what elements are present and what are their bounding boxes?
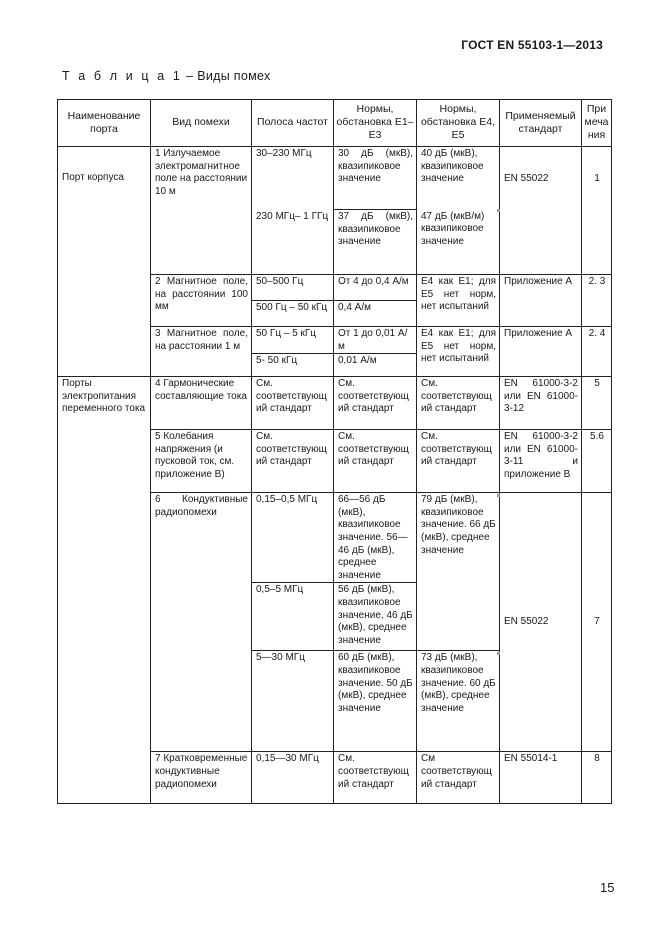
band-cell: 50 Гц – 5 кГц — [252, 327, 334, 354]
norm-e1-cell: От 1 до 0,01 А/м — [334, 327, 417, 354]
note-cell: 2. 4 — [582, 327, 612, 377]
port-case: Порт корпуса — [58, 147, 151, 377]
note-cell: 7 — [582, 493, 612, 752]
norm-e4-cell: 79 дБ (мкВ), квазипиковое значение. 66 дБ (мкВ), среднее значение — [417, 493, 500, 651]
type-cell: 3 Магнитное поле, на расстоянии 1 м — [151, 327, 252, 377]
col-standard: Применяемый стандарт — [500, 100, 582, 147]
page-number: 15 — [600, 880, 615, 895]
note-cell: 5.6 — [582, 430, 612, 493]
interference-table — [57, 99, 612, 804]
note-cell: 2. 3 — [582, 275, 612, 327]
scan-mark — [497, 209, 500, 212]
col-notes: Примечания — [582, 100, 612, 147]
standard-cell: EN 61000-3-2 или EN 61000-3-12 — [500, 377, 582, 430]
band-cell: 30–230 МГц — [252, 147, 334, 210]
norm-e1-cell: 0,4 А/м — [334, 301, 417, 327]
norm-e1-cell: 0,01 А/м — [334, 354, 417, 377]
scan-mark — [497, 652, 500, 655]
col-norms-e4-e5: Нормы, обстановка Е4, Е5 — [417, 100, 500, 147]
standard-cell: Приложение А — [500, 327, 582, 377]
norm-e1-cell: От 4 до 0,4 А/м — [334, 275, 417, 301]
norm-e4-cell: См соответствующий стандарт — [417, 752, 500, 804]
table-title-label: Т а б л и ц а 1 — [62, 69, 183, 83]
col-band: Полоса частот — [252, 100, 334, 147]
band-cell: 5- 50 кГц — [252, 354, 334, 377]
note-cell: 8 — [582, 752, 612, 804]
norm-e4-cell: См. соответствующий стандарт — [417, 430, 500, 493]
standard-cell: EN 55014-1 — [500, 752, 582, 804]
norm-e4-cell: Е4 как Е1; для Е5 нет норм, нет испытаний — [417, 327, 500, 377]
document-id: ГОСТ EN 55103-1—2013 — [461, 38, 603, 52]
band-cell: 0,5–5 МГц — [252, 583, 334, 651]
type-cell: 1 Излучаемое электромагнитное поле на расстоянии 10 м — [151, 147, 252, 275]
port-power: Порты электропитания переменного тока — [58, 377, 151, 804]
band-cell: 5—30 МГц — [252, 651, 334, 752]
scan-mark — [497, 494, 500, 497]
band-cell: 0,15—30 МГц — [252, 752, 334, 804]
band-cell: См. соответствующий стандарт — [252, 430, 334, 493]
norm-e4-cell: См. соответствующий стандарт — [417, 377, 500, 430]
type-cell: 4 Гармонические составляющие тока — [151, 377, 252, 430]
table-title-text: – Виды помех — [182, 69, 271, 83]
table-row — [58, 147, 612, 210]
table-title — [62, 69, 271, 83]
type-cell: 5 Колебания напряжения (и пусковой ток, см. приложение В) — [151, 430, 252, 493]
col-port: Наименование порта — [58, 100, 151, 147]
band-cell: 230 МГц– 1 ГГц — [252, 210, 334, 275]
header-row — [58, 100, 612, 147]
standard-cell: Приложение А — [500, 275, 582, 327]
norm-e4-cell: 40 дБ (мкВ), квазипиковое значение — [417, 147, 500, 210]
type-cell: 2 Магнитное поле, на расстоянии 100 мм — [151, 275, 252, 327]
norm-e1-cell: 66—56 дБ (мкВ), квазипиковое значение. 56—46 дБ (мкВ), среднее значение — [334, 493, 417, 583]
norm-e4-cell: 73 дБ (мкВ), квазипиковое значение. 60 дБ (мкВ), среднее значение — [417, 651, 500, 752]
standard-cell: EN 55022 — [500, 493, 582, 752]
band-cell: 500 Гц – 50 кГц — [252, 301, 334, 327]
norm-e4-cell: Е4 как Е1; для Е5 нет норм, нет испытаний — [417, 275, 500, 327]
norm-e1-cell: 56 дБ (мкВ), квазипиковое значение, 46 дБ (мкВ), среднее значение — [334, 583, 417, 651]
col-type: Вид помехи — [151, 100, 252, 147]
band-cell: 50–500 Гц — [252, 275, 334, 301]
band-cell: См. соответствующий стандарт — [252, 377, 334, 430]
type-cell: 7 Кратковременные кондуктивные радиопомехи — [151, 752, 252, 804]
standard-cell: EN 61000-3-2 или EN 61000-3-11 и приложение В — [500, 430, 582, 493]
norm-e1-cell: См. соответствующий стандарт — [334, 430, 417, 493]
note-cell: 5 — [582, 377, 612, 430]
standard-cell: EN 55022 — [500, 147, 582, 275]
norm-e1-cell: См. соответствующий стандарт — [334, 377, 417, 430]
type-cell: 6 Кондуктивные радиопомехи — [151, 493, 252, 752]
band-cell: 0,15–0,5 МГц — [252, 493, 334, 583]
norm-e1-cell: 60 дБ (мкВ), квазипиковое значение. 50 дБ (мкВ), среднее значение — [334, 651, 417, 752]
norm-e1-cell: 37 дБ (мкВ), квазипиковое значение — [334, 210, 417, 275]
col-norms-e1-e3: Нормы, обстановка Е1–Е3 — [334, 100, 417, 147]
note-cell: 1 — [582, 147, 612, 275]
norm-e1-cell: См. соответствующий стандарт — [334, 752, 417, 804]
table-row — [58, 377, 612, 430]
norm-e4-cell: 47 дБ (мкВ/м) квазипиковое значение — [417, 210, 500, 275]
norm-e1-cell: 30 дБ (мкВ), квазипиковое значение — [334, 147, 417, 210]
